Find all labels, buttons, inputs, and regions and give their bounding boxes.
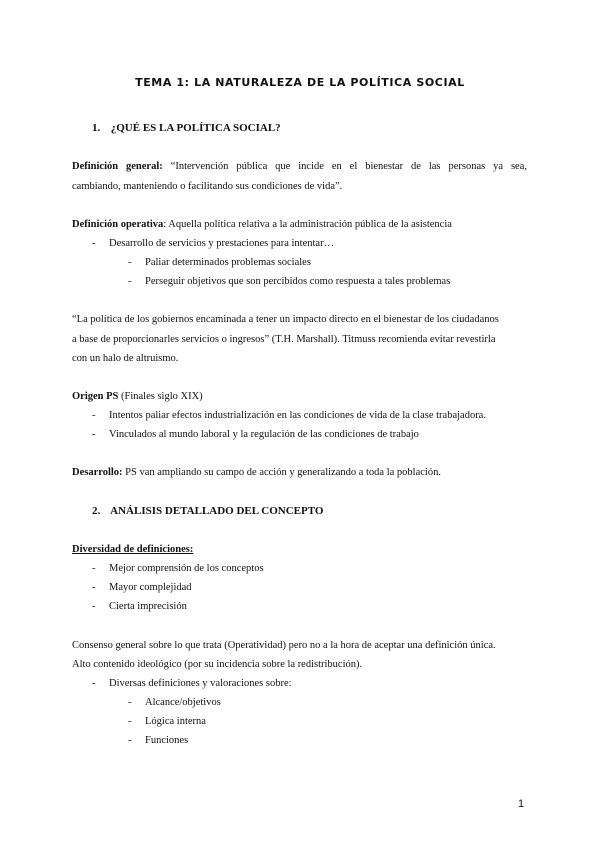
list-item-text: Intentos paliar efectos industrialización en las condiciones de vida de la clase trabajadora.: [109, 410, 486, 421]
label-def-general: Definición general:: [72, 161, 163, 172]
section-heading-2: [92, 505, 323, 517]
text: (Finales siglo XIX): [118, 391, 203, 402]
text: PS van ampliando su campo de acción y generalizando a toda la población.: [122, 467, 441, 478]
label-origen: Origen PS: [72, 391, 119, 402]
list-item-text: Mejor comprensión de los conceptos: [109, 563, 264, 574]
list-item-text: Alcance/objetivos: [145, 697, 221, 708]
paragraph-line: [72, 161, 527, 172]
paragraph-origen: [72, 391, 527, 402]
quote-line: con un halo de altruismo.: [72, 353, 179, 364]
label-def-operativa: Definición operativa: [72, 219, 164, 230]
document-title: TEMA 1: LA NATURALEZA DE LA POLÍTICA SOCIAL: [135, 76, 465, 89]
paragraph-line: Consenso general sobre lo que trata (Operatividad) pero no a la hora de aceptar una definición única.: [72, 640, 496, 651]
list-item-text: Vinculados al mundo laboral y la regulación de las condiciones de trabajo: [109, 429, 419, 440]
section-title: ¿QUÉ ES LA POLÍTICA SOCIAL?: [110, 122, 281, 134]
paragraph-desarrollo: [72, 467, 527, 478]
document-page: TEMA 1: LA NATURALEZA DE LA POLÍTICA SOCIAL 1. ¿QUÉ ES LA POLÍTICA SOCIAL? Definición general: “Intervención pública que incide en el bienestar de las personas ya sea, cambiando, manteniendo o facilitando sus condiciones de vida”. Definición operativa: Aquella política relativa a la administración pública de la asistencia - Desarrollo de servicios y prestaciones para intentar… - Paliar determinados problemas sociales - Perseguir objetivos que son percibidos como respuesta a tales problemas “La política de los gobiernos encaminada a tener un impacto directo en el bienestar de los ciudadanos a base de proporcionarles servicios o ingresos” (T.H. Marshall). Titmuss recomienda evitar revestirla con un halo de altruismo. Origen PS (Finales siglo XIX) - Intentos paliar efectos industrialización en las condiciones de vida de la clase trabajadora. - Vinculados al mundo laboral y la regulación de las condiciones de trabajo Desarrollo: PS van ampliando su campo de acción y generalizando a toda la población. 2. ANÁLISIS DETALLADO DEL CONCEPTO Diversidad de definiciones: - Mejor comprensión de los conceptos - Mayor complejidad - Cierta imprecisión Consenso general sobre lo que trata (Operatividad) pero no a la hora de aceptar una definición única. Alto contenido ideológico (por su incidencia sobre la redistribución). - Diversas definiciones y valoraciones sobre: - Alcance/objetivos - Lógica interna - Funciones 1: [0, 0, 600, 848]
quote-line: a base de proporcionarles servicios o ingresos” (T.H. Marshall). Titmuss recomienda evitar revestirla: [72, 334, 496, 345]
label-text: Diversidad de definiciones:: [72, 544, 194, 555]
paragraph-line: Alto contenido ideológico (por su incidencia sobre la redistribución).: [72, 659, 363, 670]
text: “Intervención pública que incide en el bienestar de las personas ya sea,: [170, 161, 527, 172]
list-item-text: Paliar determinados problemas sociales: [145, 257, 311, 268]
list-item-text: Diversas definiciones y valoraciones sobre:: [109, 678, 292, 689]
list-item-text: Perseguir objetivos que son percibidos como respuesta a tales problemas: [145, 276, 451, 287]
section-title: ANÁLISIS DETALLADO DEL CONCEPTO: [110, 505, 324, 517]
label-desarrollo: Desarrollo:: [72, 467, 123, 478]
label-diversidad: [72, 544, 527, 555]
list-item-text: Mayor complejidad: [109, 582, 192, 593]
section-heading-1: [92, 122, 281, 134]
section-number: 1.: [92, 122, 101, 134]
list-item-text: Desarrollo de servicios y prestaciones para intentar…: [109, 238, 335, 249]
paragraph-line: cambiando, manteniendo o facilitando sus condiciones de vida”.: [72, 181, 343, 192]
quote-line: “La política de los gobiernos encaminada a tener un impacto directo en el bienestar de los ciudadanos: [72, 314, 499, 325]
paragraph-def-operativa: [72, 219, 527, 230]
list-item-text: Funciones: [145, 735, 189, 746]
page-number: 1: [518, 798, 525, 810]
paragraph-def-general: [72, 161, 527, 172]
list-item-text: Cierta imprecisión: [109, 601, 187, 612]
text: : Aquella política relativa a la administración pública de la asistencia: [163, 219, 452, 230]
list-item-text: Lógica interna: [145, 716, 206, 727]
section-number: 2.: [92, 505, 101, 517]
